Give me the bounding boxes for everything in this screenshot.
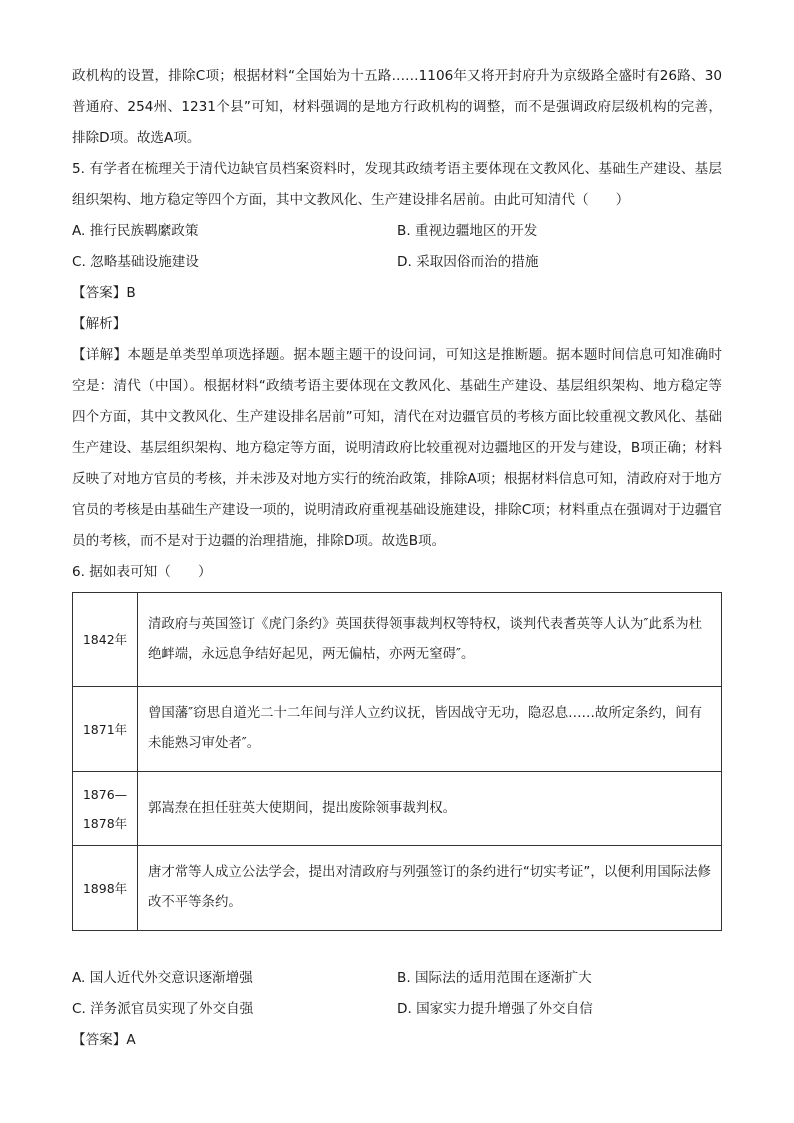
question-5-detail: 【详解】本题是单类型单项选择题。据本题主题干的设问词，可知这是推断题。据本题时间信息可知准确时空是：清代（中国）。根据材料“政绩考语主要体现在文教风化、基础生产建设、基层组织架构、地方稳定等四个方面，其中文教风化、生产建设排名居前”可知，清代在对边疆官员的考核方面比较重视文教风化、基础生产建设、基层组织架构、地方稳定等方面，说明清政府比较重视对边疆地区的开发与建设，B项正确；材料反映了对地方官员的考核，并未涉及对地方实行的统治政策，排除A项；根据材料信息可知，清政府对于地方官员的考核是由基础生产建设一项的，说明清政府重视基础设施建设，排除C项；材料重点在强调对于边疆官员的考核，而不是对于边疆的治理措施，排除D项。故选B项。 xyxy=(72,347,722,549)
year-range-start: 1876— xyxy=(82,786,128,802)
question-5-stem: 5. 有学者在梳理关于清代边缺官员档案资料时，发现其政绩考语主要体现在文教风化、基础生产建设、基层组织架构、地方稳定等四个方面，其中文教风化、生产建设排名居前。由此可知清代（ ） xyxy=(72,161,722,208)
question-5-answer: 【答案】B xyxy=(72,285,136,301)
year-range-end: 1878年 xyxy=(82,815,128,831)
question-5-option-d: D. 采取因俗而治的措施 xyxy=(397,254,539,270)
document-page xyxy=(72,61,722,1056)
table-event-cell: 郭嵩焘在担任驻英大使期间，提出废除领事裁判权。 xyxy=(138,772,722,846)
question-5-option-a: A. 推行民族羁縻政策 xyxy=(72,223,199,239)
question-5-option-c: C. 忽略基础设施建设 xyxy=(72,254,199,270)
question-6-option-d: D. 国家实力提升增强了外交自信 xyxy=(397,1001,593,1017)
question-6-answer: 【答案】A xyxy=(72,1032,136,1048)
question-5-options xyxy=(72,216,722,278)
table-row xyxy=(73,593,722,687)
table-event-cell: 曾国藩″窃思自道光二十二年间与洋人立约议抚，皆因战守无功，隐忍息……故所定条约，间有未能熟习审处者″。 xyxy=(138,687,722,772)
table-year-cell: 1898年 xyxy=(73,846,138,931)
table-year-cell: 1871年 xyxy=(73,687,138,772)
question-5-option-b: B. 重视边疆地区的开发 xyxy=(397,223,538,239)
table-row xyxy=(73,687,722,772)
question-6-stem: 6. 据如表可知（ ） xyxy=(72,564,212,580)
table-year-cell: 1842年 xyxy=(73,593,138,687)
table-year-cell xyxy=(73,772,138,846)
question-6-table xyxy=(72,592,722,931)
question-6-option-c: C. 洋务派官员实现了外交自强 xyxy=(72,1001,254,1017)
table-row xyxy=(73,846,722,931)
previous-analysis-continuation: 政机构的设置，排除C项；根据材料“全国始为十五路……1106年又将开封府升为京级路全盛时有26路、30普通府、254州、1231个县”可知，材料强调的是地方行政机构的调整，而不是强调政府层级机构的完善，排除D项。故选A项。 xyxy=(72,68,722,146)
table-event-cell: 清政府与英国签订《虎门条约》英国获得领事裁判权等特权，谈判代表耆英等人认为″此系为杜绝衅端，永远息争结好起见，两无偏枯，亦两无窒碍″。 xyxy=(138,593,722,687)
table-row xyxy=(73,772,722,846)
question-5-analysis-label: 【解析】 xyxy=(72,316,127,332)
table-event-cell: 唐才常等人成立公法学会，提出对清政府与列强签订的条约进行“切实考证”，以便利用国际法修改不平等条约。 xyxy=(138,846,722,931)
question-6-option-a: A. 国人近代外交意识逐渐增强 xyxy=(72,970,253,986)
question-6-options xyxy=(72,963,722,1025)
question-6-option-b: B. 国际法的适用范围在逐渐扩大 xyxy=(397,970,592,986)
